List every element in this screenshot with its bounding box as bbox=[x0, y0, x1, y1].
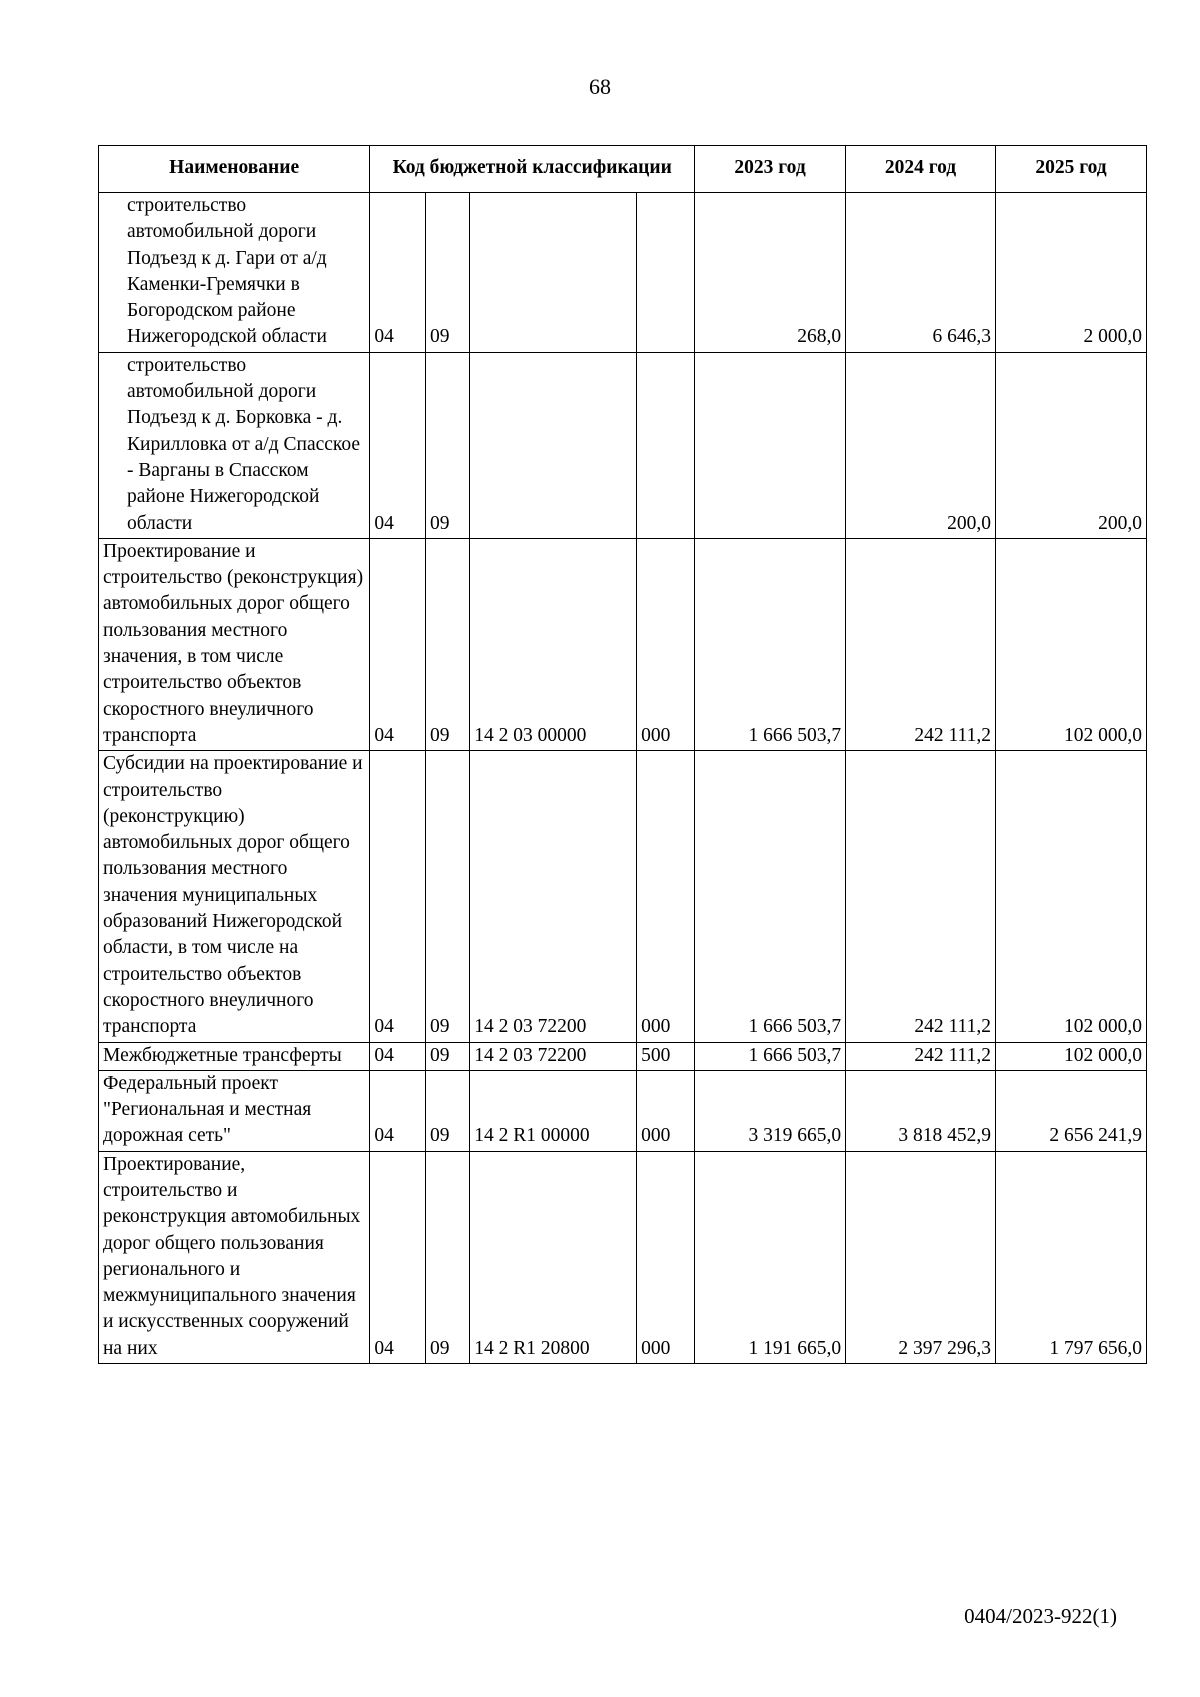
row-name: строительство автомобильной дороги Подъезд к д. Гари от а/д Каменки-Гремячки в Богородском районе Нижегородской области bbox=[99, 193, 370, 353]
value-2025: 1 797 656,0 bbox=[995, 1151, 1146, 1363]
value-2024: 242 111,2 bbox=[846, 538, 996, 750]
table-row bbox=[99, 1070, 1147, 1151]
code-subsection: 09 bbox=[425, 751, 469, 1042]
value-2025: 200,0 bbox=[995, 352, 1146, 538]
code-target-article bbox=[470, 352, 637, 538]
code-expense-type bbox=[637, 193, 695, 353]
table-row bbox=[99, 193, 1147, 353]
code-expense-type: 000 bbox=[637, 1070, 695, 1151]
code-subsection: 09 bbox=[425, 193, 469, 353]
table-row bbox=[99, 1151, 1147, 1363]
value-2023: 268,0 bbox=[695, 193, 846, 353]
value-2024: 6 646,3 bbox=[846, 193, 996, 353]
code-target-article bbox=[470, 193, 637, 353]
code-section: 04 bbox=[370, 538, 426, 750]
code-section: 04 bbox=[370, 751, 426, 1042]
value-2023: 3 319 665,0 bbox=[695, 1070, 846, 1151]
code-expense-type: 500 bbox=[637, 1042, 695, 1070]
value-2025: 2 000,0 bbox=[995, 193, 1146, 353]
code-section: 04 bbox=[370, 1151, 426, 1363]
code-target-article: 14 2 03 00000 bbox=[470, 538, 637, 750]
code-section: 04 bbox=[370, 352, 426, 538]
value-2025: 2 656 241,9 bbox=[995, 1070, 1146, 1151]
value-2023: 1 666 503,7 bbox=[695, 1042, 846, 1070]
value-2023: 1 191 665,0 bbox=[695, 1151, 846, 1363]
code-section: 04 bbox=[370, 193, 426, 353]
table-header-row bbox=[99, 146, 1147, 193]
code-subsection: 09 bbox=[425, 538, 469, 750]
row-name: Федеральный проект "Региональная и местная дорожная сеть" bbox=[99, 1070, 370, 1151]
page-number: 68 bbox=[589, 74, 611, 99]
row-name: Проектирование, строительство и реконструкция автомобильных дорог общего пользования регионального и межмуниципального значения и искусственных сооружений на них bbox=[99, 1151, 370, 1363]
code-target-article: 14 2 R1 00000 bbox=[470, 1070, 637, 1151]
row-name: Межбюджетные трансферты bbox=[99, 1042, 370, 1070]
value-2025: 102 000,0 bbox=[995, 751, 1146, 1042]
value-2023: 1 666 503,7 bbox=[695, 538, 846, 750]
code-expense-type: 000 bbox=[637, 1151, 695, 1363]
value-2023 bbox=[695, 352, 846, 538]
code-target-article: 14 2 03 72200 bbox=[470, 751, 637, 1042]
code-expense-type: 000 bbox=[637, 751, 695, 1042]
code-target-article: 14 2 R1 20800 bbox=[470, 1151, 637, 1363]
row-name: Проектирование и строительство (реконструкция) автомобильных дорог общего пользования местного значения, в том числе строительство объектов скоростного внеуличного транспорта bbox=[99, 538, 370, 750]
code-subsection: 09 bbox=[425, 1070, 469, 1151]
value-2025: 102 000,0 bbox=[995, 1042, 1146, 1070]
header-2023: 2023 год bbox=[695, 146, 846, 193]
document-id: 0404/2023-922(1) bbox=[964, 1604, 1117, 1628]
value-2023: 1 666 503,7 bbox=[695, 751, 846, 1042]
code-subsection: 09 bbox=[425, 1042, 469, 1070]
row-name: Субсидии на проектирование и строительство (реконструкцию) автомобильных дорог общего пользования местного значения муниципальных образований Нижегородской области, в том числе на строительство объектов скоростного внеуличного транспорта bbox=[99, 751, 370, 1042]
table-row bbox=[99, 751, 1147, 1042]
code-subsection: 09 bbox=[425, 1151, 469, 1363]
table-row bbox=[99, 352, 1147, 538]
value-2024: 242 111,2 bbox=[846, 751, 996, 1042]
code-target-article: 14 2 03 72200 bbox=[470, 1042, 637, 1070]
header-name: Наименование bbox=[99, 146, 370, 193]
code-section: 04 bbox=[370, 1042, 426, 1070]
row-name: строительство автомобильной дороги Подъезд к д. Борковка - д. Кирилловка от а/д Спасское - Варганы в Спасском районе Нижегородской области bbox=[99, 352, 370, 538]
value-2024: 2 397 296,3 bbox=[846, 1151, 996, 1363]
code-subsection: 09 bbox=[425, 352, 469, 538]
code-expense-type bbox=[637, 352, 695, 538]
value-2024: 242 111,2 bbox=[846, 1042, 996, 1070]
budget-table bbox=[98, 145, 1147, 1364]
header-code: Код бюджетной классификации bbox=[370, 146, 695, 193]
value-2024: 3 818 452,9 bbox=[846, 1070, 996, 1151]
value-2025: 102 000,0 bbox=[995, 538, 1146, 750]
header-2025: 2025 год bbox=[995, 146, 1146, 193]
header-2024: 2024 год bbox=[846, 146, 996, 193]
value-2024: 200,0 bbox=[846, 352, 996, 538]
code-expense-type: 000 bbox=[637, 538, 695, 750]
table-row bbox=[99, 538, 1147, 750]
table-row bbox=[99, 1042, 1147, 1070]
code-section: 04 bbox=[370, 1070, 426, 1151]
